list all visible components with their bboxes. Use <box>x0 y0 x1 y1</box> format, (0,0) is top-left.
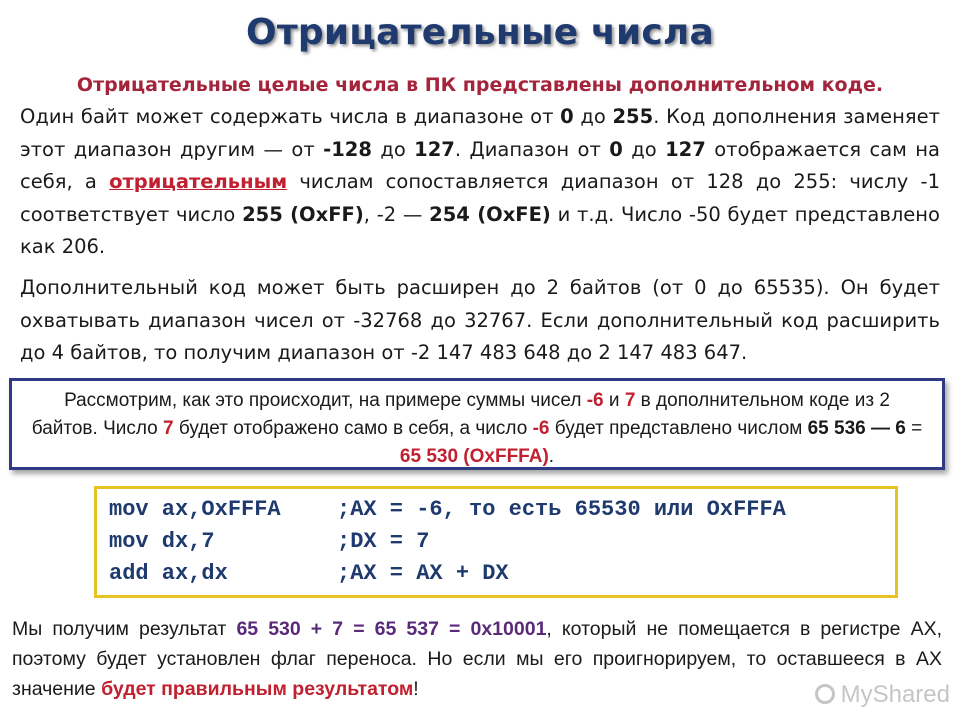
result-highlight: будет правильным результатом <box>101 678 414 700</box>
code-box <box>94 486 898 598</box>
watermark: MyShared <box>750 678 950 712</box>
paragraph-extended-range: Дополнительный код может быть расширен до 2 байтов (от 0 до 65535). Он будет охватывать диапазон чисел от -32768 до 32767. Если дополнительный код расширить до 4 байтов, то получим диапазон от -2 147 483 648 до 2 147 483 647. <box>20 276 940 364</box>
highlight-negative: отрицательным <box>109 170 288 193</box>
paragraph-result: Мы получим результат 65 530 + 7 = 65 537 = 0x10001, который не помещается в регистре АХ, поэтому будет установлен флаг переноса. Но если мы его проигнорируем, то оставшееся в АХ значение будет правильным результатом! <box>12 618 942 700</box>
watermark-icon <box>815 684 835 704</box>
example-text: Рассмотрим, как это происходит, на примере суммы чисел -6 и 7 в дополнительном коде из 2 байтов. Число 7 будет отображено само в себя, а число -6 будет представлено числом 65 536 — 6 = 65 530 (OxFFFA). <box>31 390 923 467</box>
paragraph-one-byte-range: Один байт может содержать числа в диапазоне от 0 до 255. Код дополнения заменяет этот диапазон другим — от -128 до 127. Диапазон от 0 до 127 отображается сам на себя, а отрицательным числам сопоставляется диапазон от 128 до 255: числу -1 соответствует число 255 (OxFF), -2 — 254 (OxFE) и т.д. Число -50 будет представлено как 206. <box>20 105 941 258</box>
code-line: mov ax,OxFFFA ;AX = -6, то есть 65530 или OxFFFA <box>109 497 786 522</box>
code-line: add ax,dx ;AX = AX + DX <box>109 561 509 586</box>
example-box <box>9 378 945 470</box>
code-line: mov dx,7 ;DX = 7 <box>109 529 430 554</box>
slide-subtitle: Отрицательные целые числа в ПК представлены дополнительном коде. <box>76 74 884 96</box>
slide-title: Отрицательные числа <box>246 12 714 53</box>
result-expression: 65 530 + 7 = 65 537 = 0x10001 <box>236 618 547 640</box>
